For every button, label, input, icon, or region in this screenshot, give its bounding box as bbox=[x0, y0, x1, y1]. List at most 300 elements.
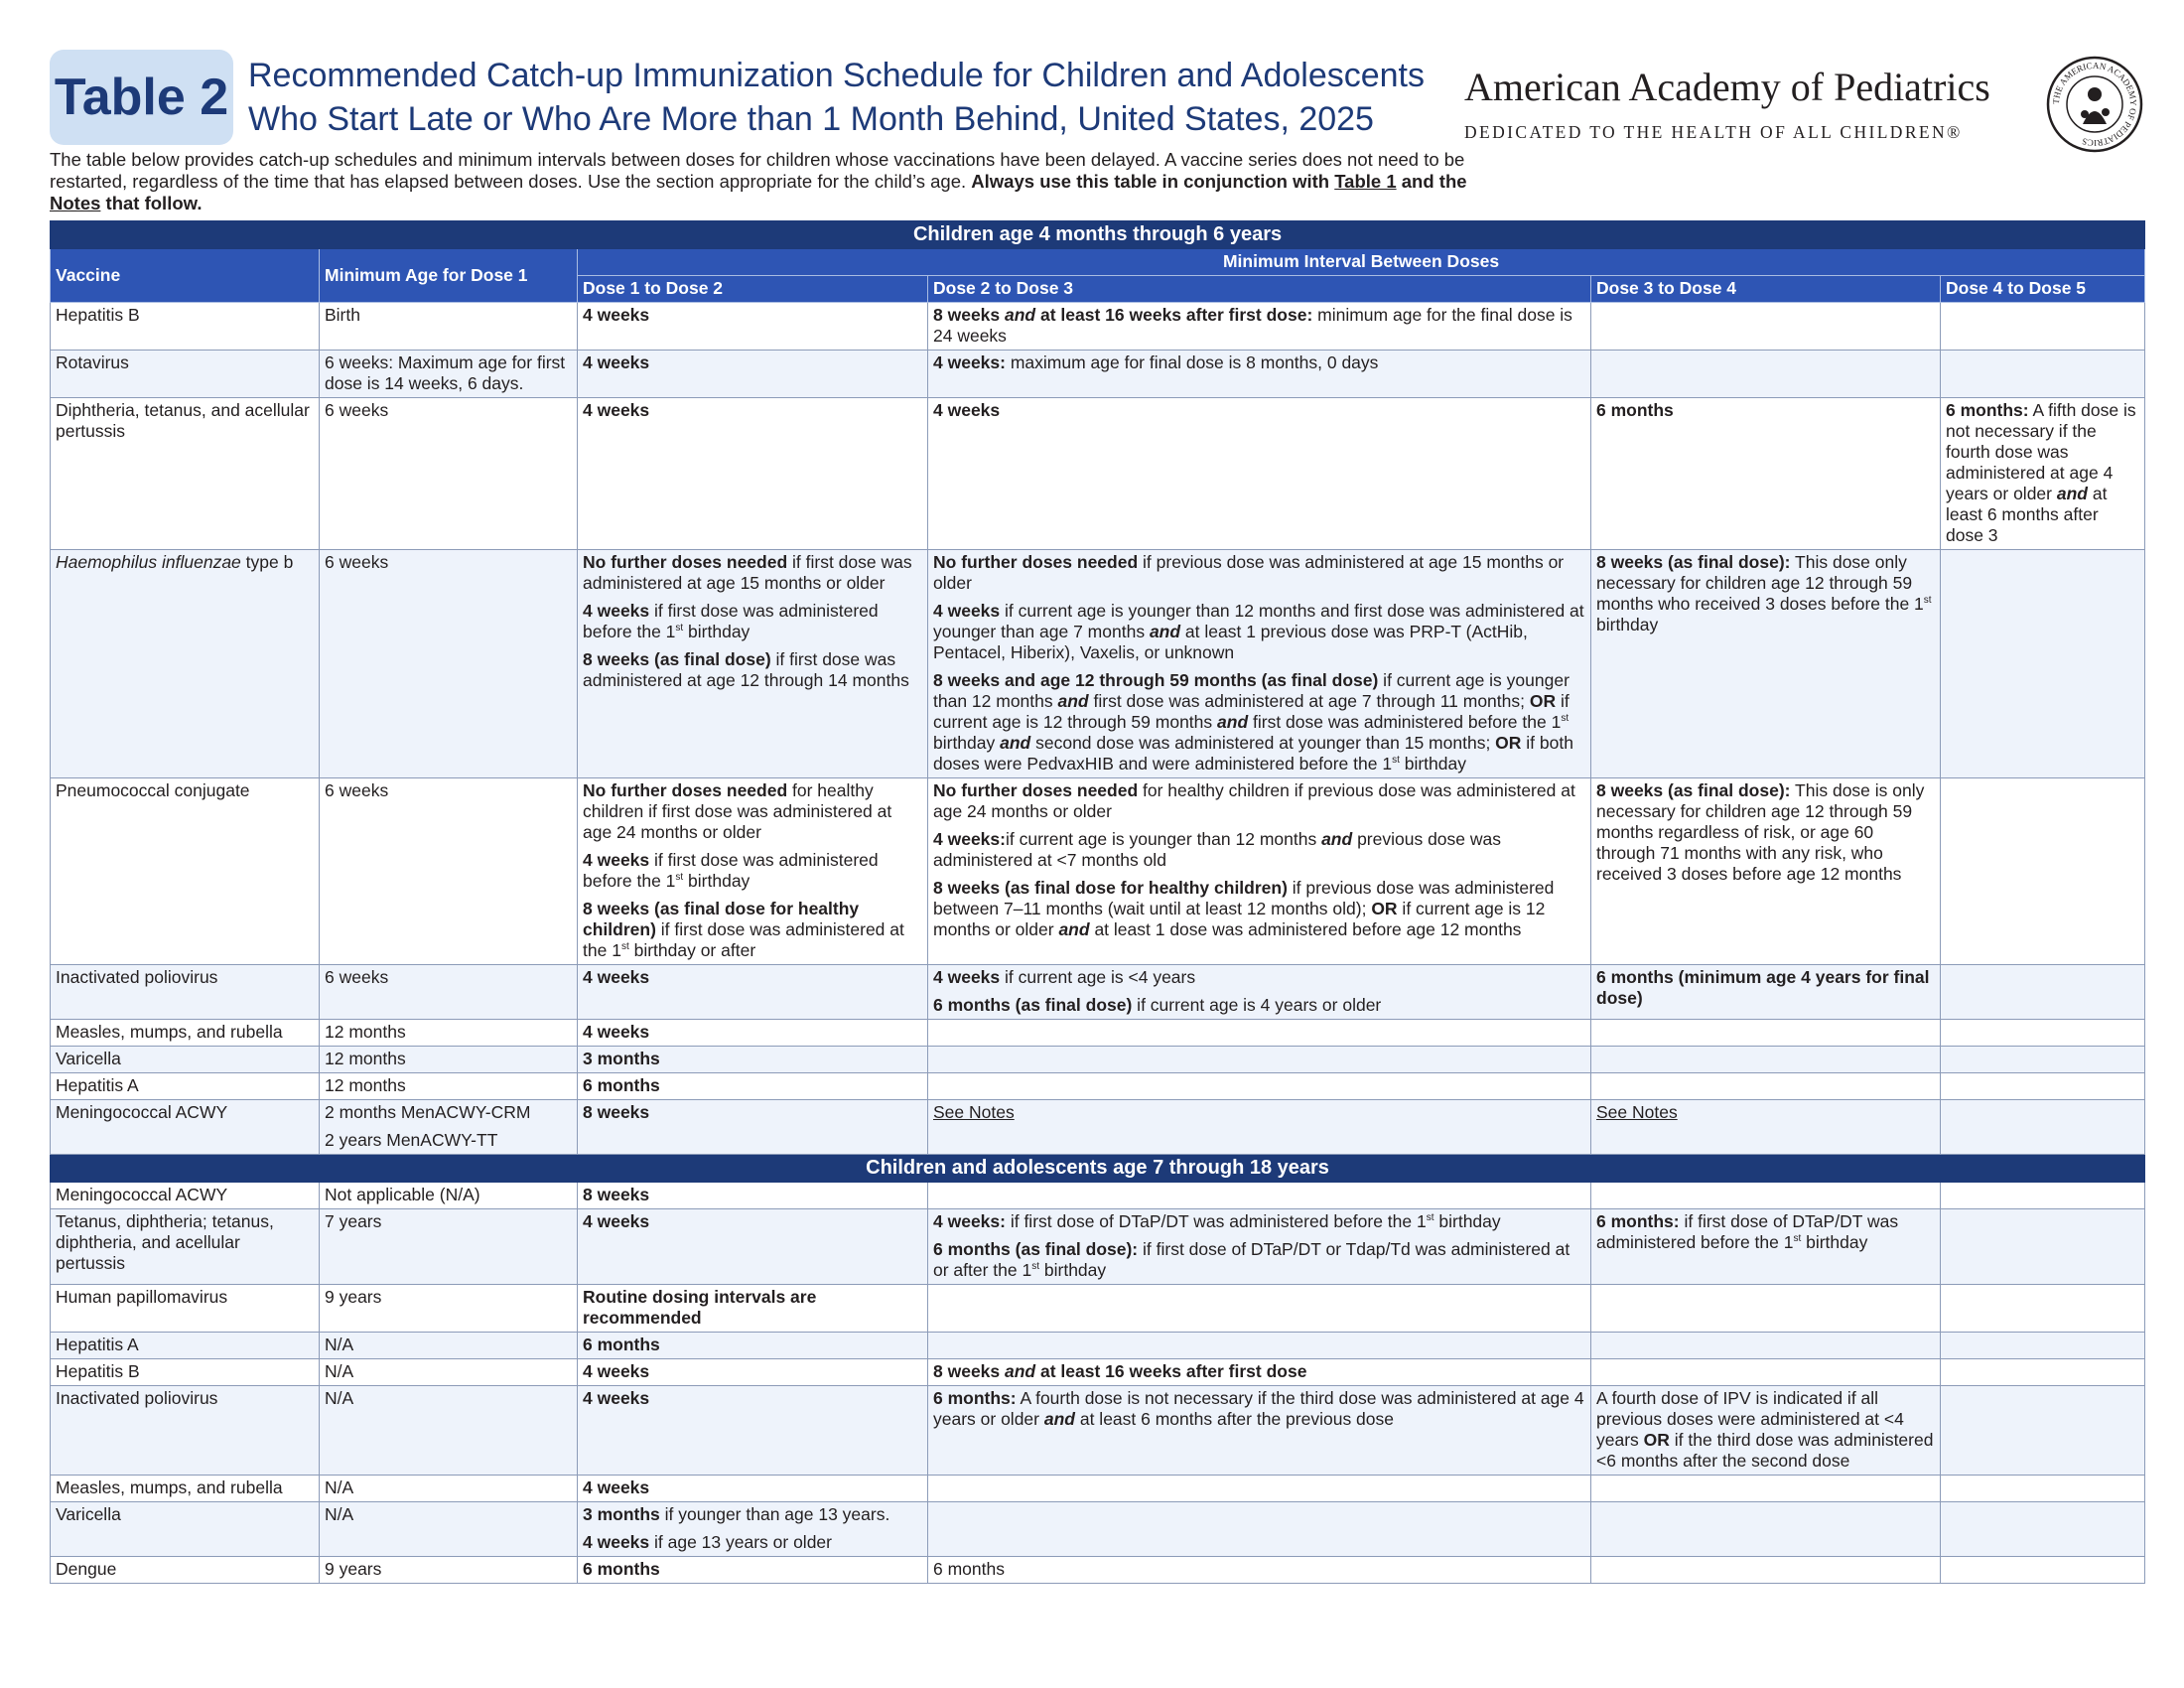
cell-d12 bbox=[578, 965, 928, 1020]
column-header-vaccine: Vaccine bbox=[51, 249, 320, 303]
text-run: if previous dose was administered between 7–11 months (wait until at least 12 months old); bbox=[933, 878, 1555, 918]
text-run: 6 weeks bbox=[325, 400, 389, 420]
table-row bbox=[51, 1100, 2145, 1155]
text-run: 6 months bbox=[933, 1559, 1005, 1579]
text-run: at least 1 previous dose was PRP-T (ActHib, Pentacel, Hiberix), Vaxelis, or unknown bbox=[933, 622, 1528, 662]
text-run: Meningococcal ACWY bbox=[56, 1185, 228, 1204]
table-row bbox=[51, 1333, 2145, 1359]
cell-vaccine bbox=[51, 1020, 320, 1047]
text-run: OR bbox=[1529, 691, 1557, 711]
cell-paragraph bbox=[56, 1335, 314, 1355]
cell-paragraph bbox=[1596, 1388, 1935, 1472]
cell-paragraph bbox=[583, 1335, 922, 1355]
cell-d23 bbox=[928, 1100, 1591, 1155]
text-run: and bbox=[1058, 919, 1090, 939]
cell-paragraph bbox=[325, 1477, 572, 1498]
seal-text: THE AMERICAN ACADEMY OF PEDIATRICS bbox=[2050, 60, 2139, 149]
cell-vaccine bbox=[51, 398, 320, 550]
cell-d45 bbox=[1941, 1183, 2145, 1209]
text-run: if first dose was administered at age 12 through 14 months bbox=[583, 649, 909, 690]
cell-paragraph bbox=[325, 1287, 572, 1308]
cell-d34 bbox=[1591, 965, 1941, 1020]
text-run: Inactivated poliovirus bbox=[56, 1388, 218, 1408]
cell-paragraph bbox=[583, 649, 922, 691]
cell-d45 bbox=[1941, 1333, 2145, 1359]
org-name: American Academy of Pediatrics bbox=[1464, 65, 1990, 109]
text-run: birthday bbox=[1596, 615, 1659, 634]
cell-vaccine bbox=[51, 1333, 320, 1359]
text-run: N/A bbox=[325, 1361, 354, 1381]
text-run: Rotavirus bbox=[56, 352, 129, 372]
text-run: 6 months (minimum age 4 years for final dose) bbox=[1596, 967, 1930, 1008]
cell-paragraph bbox=[583, 552, 922, 594]
text-run: birthday bbox=[683, 871, 751, 891]
cell-vaccine bbox=[51, 1476, 320, 1502]
cell-d45 bbox=[1941, 1557, 2145, 1584]
cell-paragraph bbox=[583, 899, 922, 961]
text-run: and bbox=[1321, 829, 1353, 849]
text-run: 4 weeks bbox=[583, 400, 650, 420]
cell-d23 bbox=[928, 1333, 1591, 1359]
page-title bbox=[248, 54, 1499, 141]
cell-d45 bbox=[1941, 1386, 2145, 1476]
table-number-badge: Table 2 bbox=[50, 50, 233, 145]
text-run: 8 weeks bbox=[933, 1361, 1005, 1381]
cell-paragraph bbox=[933, 829, 1585, 871]
text-run: Hepatitis B bbox=[56, 1361, 140, 1381]
table-row bbox=[51, 1557, 2145, 1584]
table-row bbox=[51, 398, 2145, 550]
cell-d23 bbox=[928, 1209, 1591, 1285]
intro-tail: that follow. bbox=[105, 193, 203, 213]
cell-d45 bbox=[1941, 398, 2145, 550]
cell-paragraph bbox=[933, 878, 1585, 940]
cell-paragraph bbox=[1596, 1211, 1935, 1253]
text-run: Haemophilus influenzae bbox=[56, 552, 241, 572]
cell-paragraph bbox=[56, 967, 314, 988]
cell-age bbox=[320, 965, 578, 1020]
text-run: 8 weeks (as final dose for healthy children) bbox=[933, 878, 1288, 898]
text-run: Measles, mumps, and rubella bbox=[56, 1022, 283, 1042]
section-title: Children and adolescents age 7 through 18 years bbox=[51, 1155, 2145, 1183]
text-run: if current age is 4 years or older bbox=[1132, 995, 1382, 1015]
text-run: st bbox=[675, 623, 684, 634]
cell-paragraph bbox=[583, 601, 922, 642]
see-notes-link[interactable]: See Notes bbox=[1596, 1102, 1678, 1122]
cell-paragraph bbox=[933, 552, 1585, 594]
cell-paragraph bbox=[583, 305, 922, 326]
cell-d45 bbox=[1941, 550, 2145, 778]
cell-d12 bbox=[578, 1359, 928, 1386]
text-run: and bbox=[2056, 484, 2088, 503]
cell-d12 bbox=[578, 1386, 928, 1476]
text-run: 6 months: bbox=[933, 1388, 1017, 1408]
text-run: birthday bbox=[1801, 1232, 1868, 1252]
cell-paragraph bbox=[933, 1559, 1585, 1580]
text-run: 4 weeks bbox=[933, 400, 1001, 420]
text-run: st bbox=[620, 941, 629, 953]
text-run: if first dose was administered before the 1 bbox=[583, 601, 879, 641]
text-run: No further doses needed bbox=[583, 780, 788, 800]
cell-vaccine bbox=[51, 1557, 320, 1584]
intro-bold-lead: Always use this table in conjunction with bbox=[971, 171, 1330, 192]
cell-paragraph bbox=[325, 1361, 572, 1382]
text-run: birthday bbox=[1433, 1211, 1501, 1231]
table-row bbox=[51, 550, 2145, 778]
text-run: 12 months bbox=[325, 1049, 406, 1068]
text-run: 6 months bbox=[583, 1335, 660, 1354]
cell-paragraph bbox=[325, 1102, 572, 1123]
table-row bbox=[51, 1047, 2145, 1073]
cell-vaccine bbox=[51, 1209, 320, 1285]
text-run: 12 months bbox=[325, 1075, 406, 1095]
cell-paragraph bbox=[56, 1022, 314, 1043]
text-run: st bbox=[1793, 1233, 1802, 1245]
table-row bbox=[51, 1359, 2145, 1386]
text-run: 2 months MenACWY-CRM bbox=[325, 1102, 531, 1122]
cell-d12 bbox=[578, 550, 928, 778]
text-run: Meningococcal ACWY bbox=[56, 1102, 228, 1122]
cell-d34 bbox=[1591, 1476, 1941, 1502]
text-run: 9 years bbox=[325, 1559, 382, 1579]
text-run: 8 weeks (as final dose): bbox=[1596, 780, 1791, 800]
text-run: 8 weeks (as final dose): bbox=[1596, 552, 1791, 572]
text-run: 6 months bbox=[1596, 400, 1674, 420]
cell-d45 bbox=[1941, 778, 2145, 965]
cell-paragraph bbox=[583, 1388, 922, 1409]
cell-paragraph bbox=[56, 552, 314, 573]
cell-paragraph bbox=[325, 1130, 572, 1151]
text-run: 4 weeks bbox=[583, 305, 650, 325]
cell-paragraph bbox=[1946, 400, 2139, 546]
cell-vaccine bbox=[51, 778, 320, 965]
cell-age bbox=[320, 1359, 578, 1386]
table-row bbox=[51, 351, 2145, 398]
text-run: OR bbox=[1643, 1430, 1670, 1450]
column-header-row bbox=[51, 249, 2145, 276]
cell-age bbox=[320, 351, 578, 398]
cell-paragraph bbox=[325, 552, 572, 573]
text-run: if current age is 12 through 59 months bbox=[933, 691, 1570, 732]
cell-vaccine bbox=[51, 1285, 320, 1333]
section-band bbox=[51, 221, 2145, 249]
section-band bbox=[51, 1155, 2145, 1183]
cell-d12 bbox=[578, 1020, 928, 1047]
cell-paragraph bbox=[933, 670, 1585, 774]
cell-d45 bbox=[1941, 303, 2145, 351]
text-run: 4 weeks bbox=[933, 967, 1001, 987]
cell-paragraph bbox=[325, 1388, 572, 1409]
intro-text: The table below provides catch-up schedules and minimum intervals between doses for children whose vaccinations have been delayed. A vaccine series does not need to be restarted, regardless of the time that has elapsed between doses. Use the section appropriate for the child’s age. bbox=[50, 149, 1465, 192]
cell-d34 bbox=[1591, 303, 1941, 351]
text-run: No further doses needed bbox=[583, 552, 788, 572]
cell-vaccine bbox=[51, 351, 320, 398]
cell-d12 bbox=[578, 1476, 928, 1502]
text-run: birthday or after bbox=[628, 940, 756, 960]
notes-link[interactable]: Notes bbox=[50, 193, 101, 213]
text-run: at least 16 weeks after first dose bbox=[1035, 1361, 1307, 1381]
cell-paragraph bbox=[325, 1049, 572, 1069]
cell-age bbox=[320, 778, 578, 965]
cell-d45 bbox=[1941, 351, 2145, 398]
column-header-dose3-4: Dose 3 to Dose 4 bbox=[1591, 276, 1941, 303]
text-run: first dose was administered before the 1 bbox=[1248, 712, 1562, 732]
cell-age bbox=[320, 1285, 578, 1333]
text-run: 6 weeks: Maximum age for first dose is 14 weeks, 6 days. bbox=[325, 352, 566, 393]
cell-d12 bbox=[578, 303, 928, 351]
text-run: 4 weeks: bbox=[933, 829, 1006, 849]
table-row bbox=[51, 1183, 2145, 1209]
cell-paragraph bbox=[56, 1477, 314, 1498]
cell-d23 bbox=[928, 1047, 1591, 1073]
cell-d23 bbox=[928, 1020, 1591, 1047]
cell-vaccine bbox=[51, 1100, 320, 1155]
cell-d12 bbox=[578, 351, 928, 398]
cell-paragraph bbox=[56, 1075, 314, 1096]
cell-vaccine bbox=[51, 965, 320, 1020]
text-run: Routine dosing intervals are recommended bbox=[583, 1287, 817, 1328]
cell-paragraph bbox=[56, 1049, 314, 1069]
cell-paragraph bbox=[583, 352, 922, 373]
text-run: Not applicable (N/A) bbox=[325, 1185, 480, 1204]
text-run: if the third dose was administered <6 months after the second dose bbox=[1596, 1430, 1934, 1471]
text-run: 6 months bbox=[583, 1559, 660, 1579]
table-row bbox=[51, 303, 2145, 351]
cell-d12 bbox=[578, 1047, 928, 1073]
table-1-link[interactable]: Table 1 bbox=[1334, 171, 1397, 192]
cell-d23 bbox=[928, 351, 1591, 398]
text-run: 6 weeks bbox=[325, 552, 389, 572]
cell-age bbox=[320, 1183, 578, 1209]
cell-d34 bbox=[1591, 1557, 1941, 1584]
text-run: 4 weeks bbox=[933, 601, 1001, 621]
cell-d34 bbox=[1591, 778, 1941, 965]
cell-d34 bbox=[1591, 1209, 1941, 1285]
cell-paragraph bbox=[56, 1287, 314, 1308]
cell-age bbox=[320, 303, 578, 351]
intro-and: and the bbox=[1401, 171, 1467, 192]
text-run: birthday bbox=[933, 733, 1001, 753]
cell-vaccine bbox=[51, 1073, 320, 1100]
cell-age bbox=[320, 1502, 578, 1557]
table-row bbox=[51, 965, 2145, 1020]
text-run: 12 months bbox=[325, 1022, 406, 1042]
cell-paragraph bbox=[583, 1022, 922, 1043]
cell-age bbox=[320, 1333, 578, 1359]
cell-paragraph bbox=[583, 1185, 922, 1205]
cell-d12 bbox=[578, 1285, 928, 1333]
text-run: Pneumococcal conjugate bbox=[56, 780, 250, 800]
cell-d23 bbox=[928, 1386, 1591, 1476]
table-row bbox=[51, 1285, 2145, 1333]
cell-paragraph bbox=[583, 1075, 922, 1096]
text-run: Diphtheria, tetanus, and acellular pertussis bbox=[56, 400, 310, 441]
cell-d12 bbox=[578, 1557, 928, 1584]
text-run: Varicella bbox=[56, 1504, 121, 1524]
cell-d23 bbox=[928, 1073, 1591, 1100]
cell-paragraph bbox=[933, 1239, 1585, 1281]
text-run: 4 weeks bbox=[583, 601, 650, 621]
title-line-1: Recommended Catch-up Immunization Schedule for Children and Adolescents bbox=[248, 57, 1425, 94]
text-run: birthday bbox=[1039, 1260, 1107, 1280]
cell-paragraph bbox=[583, 1049, 922, 1069]
text-run: 4 weeks bbox=[583, 1388, 650, 1408]
text-run: N/A bbox=[325, 1335, 354, 1354]
text-run: at least 16 weeks after first dose: bbox=[1035, 305, 1313, 325]
column-header-min-age: Minimum Age for Dose 1 bbox=[320, 249, 578, 303]
text-run: if age 13 years or older bbox=[649, 1532, 832, 1552]
cell-paragraph bbox=[933, 1361, 1585, 1382]
cell-d34 bbox=[1591, 1047, 1941, 1073]
cell-paragraph bbox=[933, 601, 1585, 663]
cell-vaccine bbox=[51, 1047, 320, 1073]
cell-paragraph bbox=[583, 1504, 922, 1525]
text-run: birthday bbox=[1399, 754, 1466, 774]
org-tagline: DEDICATED TO THE HEALTH OF ALL CHILDREN® bbox=[1464, 122, 1963, 142]
text-run: No further doses needed bbox=[933, 780, 1139, 800]
cell-paragraph bbox=[325, 1335, 572, 1355]
text-run: 4 weeks bbox=[583, 1477, 650, 1497]
cell-d23 bbox=[928, 965, 1591, 1020]
cell-paragraph bbox=[325, 400, 572, 421]
cell-d23 bbox=[928, 550, 1591, 778]
cell-paragraph bbox=[56, 1388, 314, 1409]
text-run: st bbox=[1426, 1212, 1434, 1224]
cell-vaccine bbox=[51, 1502, 320, 1557]
cell-d12 bbox=[578, 1209, 928, 1285]
text-run: 4 weeks: bbox=[933, 1211, 1006, 1231]
cell-age bbox=[320, 1209, 578, 1285]
cell-age bbox=[320, 1047, 578, 1073]
column-header-dose2-3: Dose 2 to Dose 3 bbox=[928, 276, 1591, 303]
table-row bbox=[51, 1209, 2145, 1285]
cell-paragraph bbox=[933, 967, 1585, 988]
cell-paragraph bbox=[933, 1102, 1585, 1123]
text-run: st bbox=[1031, 1261, 1040, 1273]
cell-paragraph bbox=[583, 1361, 922, 1382]
text-run: second dose was administered at younger than 15 months; bbox=[1030, 733, 1496, 753]
text-run: if first dose was administered at the 1 bbox=[583, 919, 904, 960]
text-run: birthday bbox=[683, 622, 751, 641]
text-run: Hepatitis A bbox=[56, 1075, 139, 1095]
text-run: 4 weeks bbox=[583, 352, 650, 372]
cell-d45 bbox=[1941, 1359, 2145, 1386]
cell-age bbox=[320, 1020, 578, 1047]
see-notes-link[interactable]: See Notes bbox=[933, 1102, 1015, 1122]
cell-d12 bbox=[578, 398, 928, 550]
text-run: 6 months (as final dose): bbox=[933, 1239, 1139, 1259]
cell-d23 bbox=[928, 1502, 1591, 1557]
text-run: 8 weeks (as final dose for healthy children) bbox=[583, 899, 860, 939]
cell-paragraph bbox=[583, 967, 922, 988]
cell-age bbox=[320, 398, 578, 550]
cell-d12 bbox=[578, 1100, 928, 1155]
text-run: 8 weeks and age 12 through 59 months (as final dose) bbox=[933, 670, 1379, 690]
text-run: Inactivated poliovirus bbox=[56, 967, 218, 987]
text-run: Tetanus, diphtheria; tetanus, diphtheria, and acellular pertussis bbox=[56, 1211, 274, 1273]
cell-paragraph bbox=[1596, 400, 1935, 421]
intro-paragraph bbox=[50, 149, 1469, 214]
cell-d23 bbox=[928, 1359, 1591, 1386]
cell-paragraph bbox=[583, 1477, 922, 1498]
cell-paragraph bbox=[583, 1559, 922, 1580]
cell-paragraph bbox=[933, 995, 1585, 1016]
text-run: if current age is younger than 12 months bbox=[933, 670, 1570, 711]
text-run: if current age is <4 years bbox=[1000, 967, 1196, 987]
text-run: 4 weeks bbox=[583, 967, 650, 987]
text-run: and bbox=[1149, 622, 1181, 641]
text-run: at least 6 months after the previous dose bbox=[1074, 1409, 1394, 1429]
cell-d34 bbox=[1591, 351, 1941, 398]
cell-d45 bbox=[1941, 1476, 2145, 1502]
cell-age bbox=[320, 1386, 578, 1476]
cell-d23 bbox=[928, 778, 1591, 965]
text-run: This dose is only necessary for children age 12 through 59 months regardless of risk, or age 60 through 71 months with any risk, who received 3 doses before age 12 months bbox=[1596, 780, 1925, 884]
cell-paragraph bbox=[933, 1211, 1585, 1232]
text-run: This dose only necessary for children age 12 through 59 months who received 3 doses before the 1 bbox=[1596, 552, 1924, 614]
cell-vaccine bbox=[51, 1183, 320, 1209]
cell-paragraph bbox=[325, 1211, 572, 1232]
text-run: Birth bbox=[325, 305, 360, 325]
text-run: if first dose was administered before the 1 bbox=[583, 850, 879, 891]
cell-d23 bbox=[928, 398, 1591, 550]
cell-d34 bbox=[1591, 1333, 1941, 1359]
cell-paragraph bbox=[56, 1102, 314, 1123]
text-run: if both doses were PedvaxHIB and were administered before the 1 bbox=[933, 733, 1573, 774]
cell-d45 bbox=[1941, 1073, 2145, 1100]
text-run: N/A bbox=[325, 1504, 354, 1524]
text-run: 6 months bbox=[583, 1075, 660, 1095]
cell-paragraph bbox=[1596, 780, 1935, 885]
text-run: st bbox=[1561, 713, 1570, 725]
text-run: N/A bbox=[325, 1477, 354, 1497]
cell-paragraph bbox=[325, 1075, 572, 1096]
cell-vaccine bbox=[51, 1359, 320, 1386]
cell-d34 bbox=[1591, 1183, 1941, 1209]
text-run: OR bbox=[1371, 899, 1398, 918]
text-run: 9 years bbox=[325, 1287, 382, 1307]
cell-paragraph bbox=[1596, 967, 1935, 1009]
text-run: st bbox=[1392, 755, 1400, 767]
cell-paragraph bbox=[56, 1361, 314, 1382]
text-run: 4 weeks bbox=[583, 1532, 650, 1552]
text-run: 6 weeks bbox=[325, 780, 389, 800]
cell-vaccine bbox=[51, 303, 320, 351]
cell-d45 bbox=[1941, 1502, 2145, 1557]
cell-paragraph bbox=[1596, 552, 1935, 635]
text-run: Hepatitis B bbox=[56, 305, 140, 325]
text-run: if current age is 12 months or older bbox=[933, 899, 1546, 939]
cell-d12 bbox=[578, 1502, 928, 1557]
cell-d23 bbox=[928, 303, 1591, 351]
text-run: Human papillomavirus bbox=[56, 1287, 228, 1307]
text-run: 4 weeks: bbox=[933, 352, 1006, 372]
cell-paragraph bbox=[583, 1287, 922, 1329]
text-run: 6 months: bbox=[1946, 400, 2029, 420]
cell-age bbox=[320, 1100, 578, 1155]
cell-d23 bbox=[928, 1285, 1591, 1333]
text-run: 2 years MenACWY-TT bbox=[325, 1130, 498, 1150]
cell-d12 bbox=[578, 1183, 928, 1209]
text-run: 4 weeks bbox=[583, 1022, 650, 1042]
table-row bbox=[51, 1502, 2145, 1557]
text-run: previous dose was administered at <7 months old bbox=[933, 829, 1502, 870]
text-run: maximum age for final dose is 8 months, 0 days bbox=[1005, 352, 1379, 372]
text-run: and bbox=[1217, 712, 1249, 732]
text-run: if first dose of DTaP/DT or Tdap/Td was administered at or after the 1 bbox=[933, 1239, 1570, 1280]
table-row bbox=[51, 1386, 2145, 1476]
text-run: st bbox=[675, 872, 684, 884]
